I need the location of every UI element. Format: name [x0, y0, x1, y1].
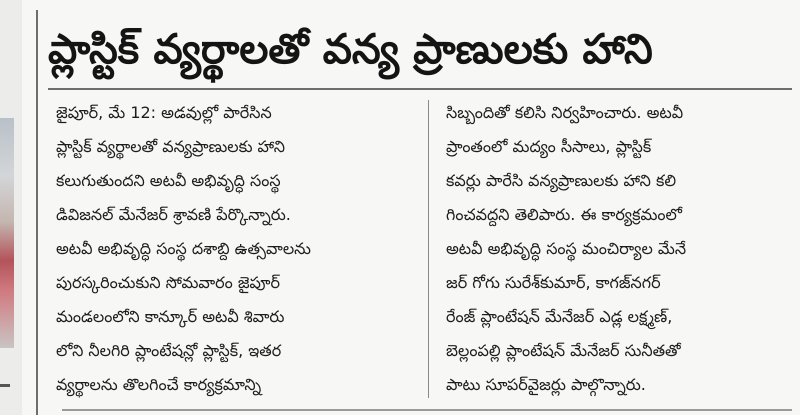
- adjacent-photo-fragment: [0, 118, 14, 348]
- article-headline: ప్లాస్టిక్ వ్యర్థాలతో వన్య ప్రాణులకు హాని: [48, 25, 653, 73]
- text-line: కవర్లు పారేసి వన్యప్రాణులకు హాని కలి: [446, 171, 677, 190]
- text-line: పాటు సూపర్‌వైజర్లు పాల్గొన్నారు.: [446, 375, 646, 394]
- text-line: పురస్కరించుకుని సోమవారం జైపూర్: [56, 273, 280, 292]
- adjacent-text-fragment: [0, 384, 10, 387]
- article-column-left: [56, 96, 400, 402]
- text-line: అటవీ అభివృద్ధి సంస్థ మంచిర్యాల మేనే: [446, 239, 687, 258]
- adjacent-article-edge: [0, 0, 22, 415]
- column-divider: [428, 100, 429, 398]
- bottom-rule: [62, 409, 792, 411]
- text-line: డివిజనల్ మేనేజర్ శ్రావణి పేర్కొన్నారు.: [56, 205, 291, 224]
- text-line: లోని నీలగిరి ప్లాంటేషన్లో ప్లాస్టిక్, ఇతర: [56, 341, 282, 360]
- text-line: సిబ్బందితో కలిసి నిర్వహించారు. అటవీ: [446, 103, 684, 122]
- text-line: జర్ గోగు సురేశ్‌కుమార్, కాగజ్‌నగర్: [446, 273, 661, 292]
- text-line: కలుగుతుందని అటవీ అభివృద్ధి సంస్థ: [56, 171, 281, 190]
- text-line: గించవద్దని తెలిపారు. ఈ కార్యక్రమంలో: [446, 205, 682, 224]
- text-line: మండలంలోని కాన్కూర్ అటవీ శివారు: [56, 307, 285, 326]
- article-column-right: [446, 96, 788, 402]
- text-line: రేంజ్ ప్లాంటేషన్ మేనేజర్ ఎడ్ల లక్ష్మణ్,: [446, 307, 673, 326]
- column-rule-left: [36, 10, 38, 415]
- text-line: అటవీ అభివృద్ధి సంస్థ దశాబ్ది ఉత్సవాలను: [56, 239, 311, 258]
- text-line: వ్యర్థాలను తొలగించే కార్యక్రమాన్ని: [56, 375, 262, 394]
- text-line: బెల్లంపల్లి ప్లాంటేషన్ మేనేజర్ సునీతతో: [446, 341, 681, 360]
- headline-rule: [48, 88, 792, 90]
- text-line: ప్రాంతంలో మద్యం సీసాలు, ప్లాస్టిక్: [446, 137, 652, 156]
- text-line: ప్లాస్టిక్ వ్యర్థాలతో వన్యప్రాణులకు హాని: [56, 137, 286, 156]
- text-line: జైపూర్, మే 12: అడవుల్లో పారేసిన: [56, 103, 272, 122]
